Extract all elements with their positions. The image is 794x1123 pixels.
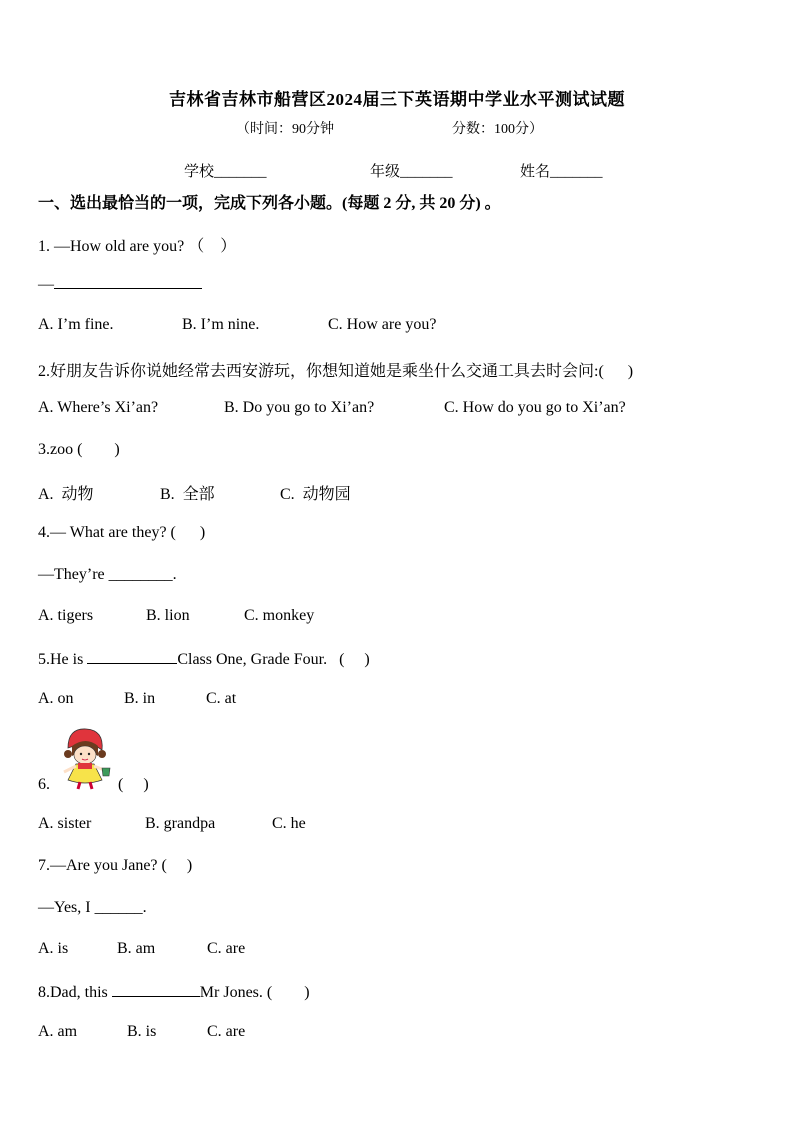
stem-end: Class One, Grade Four. ( ) [177, 651, 370, 668]
question-2-stem: 2.好朋友告诉你说她经常去西安游玩，你想知道她是乘坐什么交通工具去时会问:( ) [38, 363, 634, 380]
question-3-option-c: C. 动物园 [280, 486, 351, 503]
grade-field: 年级_______ [370, 164, 453, 180]
question-7-option-c: C. are [207, 940, 246, 957]
question-5-option-c: C. at [206, 690, 237, 707]
question-8-option-c: C. are [207, 1023, 246, 1040]
name-field: 姓名_______ [520, 164, 603, 180]
question-7-option-b: B. am [117, 940, 156, 957]
question-8-option-a: A. am [38, 1023, 78, 1040]
question-2-option-b: B. Do you go to Xi’an? [224, 399, 375, 416]
question-4-option-c: C. monkey [244, 607, 315, 624]
question-6-number: 6. [38, 776, 50, 793]
question-5-option-b: B. in [124, 690, 156, 707]
exam-score: 分数：100分） [452, 122, 543, 137]
question-6-option-a: A. sister [38, 815, 92, 832]
dash: — [38, 276, 54, 293]
girl-illustration [54, 726, 114, 792]
question-4-line-2: —They’re ________. [38, 566, 177, 583]
exam-time: （时间：90分钟 [236, 122, 334, 137]
question-6-paren: ( ) [118, 776, 149, 793]
question-2-option-a: A. Where’s Xi’an? [38, 399, 159, 416]
school-field: 学校_______ [184, 164, 267, 180]
question-3-option-a: A. 动物 [38, 486, 94, 503]
question-1-option-a: A. I’m fine. [38, 316, 114, 333]
answer-blank [112, 982, 200, 997]
question-4-option-b: B. lion [146, 607, 190, 624]
stem-end: Mr Jones. ( ) [199, 984, 310, 1001]
question-5-stem [38, 649, 370, 669]
question-6-option-b: B. grandpa [145, 815, 216, 832]
question-3-option-b: B. 全部 [160, 486, 215, 503]
question-1-option-c: C. How are you? [328, 316, 437, 333]
answer-blank [54, 274, 202, 289]
question-3-stem: 3.zoo ( ) [38, 441, 120, 458]
question-2-option-c: C. How do you go to Xi’an? [444, 399, 626, 416]
question-1-answer-line [38, 274, 202, 294]
question-7-option-a: A. is [38, 940, 69, 957]
question-1-option-b: B. I’m nine. [182, 316, 260, 333]
question-8-stem [38, 982, 310, 1002]
section-title: 一、选出最恰当的一项，完成下列各小题。(每题 2 分, 共 20 分) 。 [38, 195, 501, 212]
page-title: 吉林省吉林市船营区2024届三下英语期中学业水平测试试题 [169, 90, 625, 109]
question-8-option-b: B. is [127, 1023, 157, 1040]
question-1-stem: 1. —How old are you? （ ） [38, 238, 237, 255]
question-5-option-a: A. on [38, 690, 74, 707]
question-4-stem: 4.— What are they? ( ) [38, 524, 206, 541]
question-7-stem: 7.—Are you Jane? ( ) [38, 857, 193, 874]
stem-start: 5.He is [38, 651, 88, 668]
question-4-option-a: A. tigers [38, 607, 94, 624]
answer-blank [87, 649, 177, 664]
stem-start: 8.Dad, this [38, 984, 112, 1001]
question-7-line-2: —Yes, I ______. [38, 899, 147, 916]
question-6-option-c: C. he [272, 815, 306, 832]
